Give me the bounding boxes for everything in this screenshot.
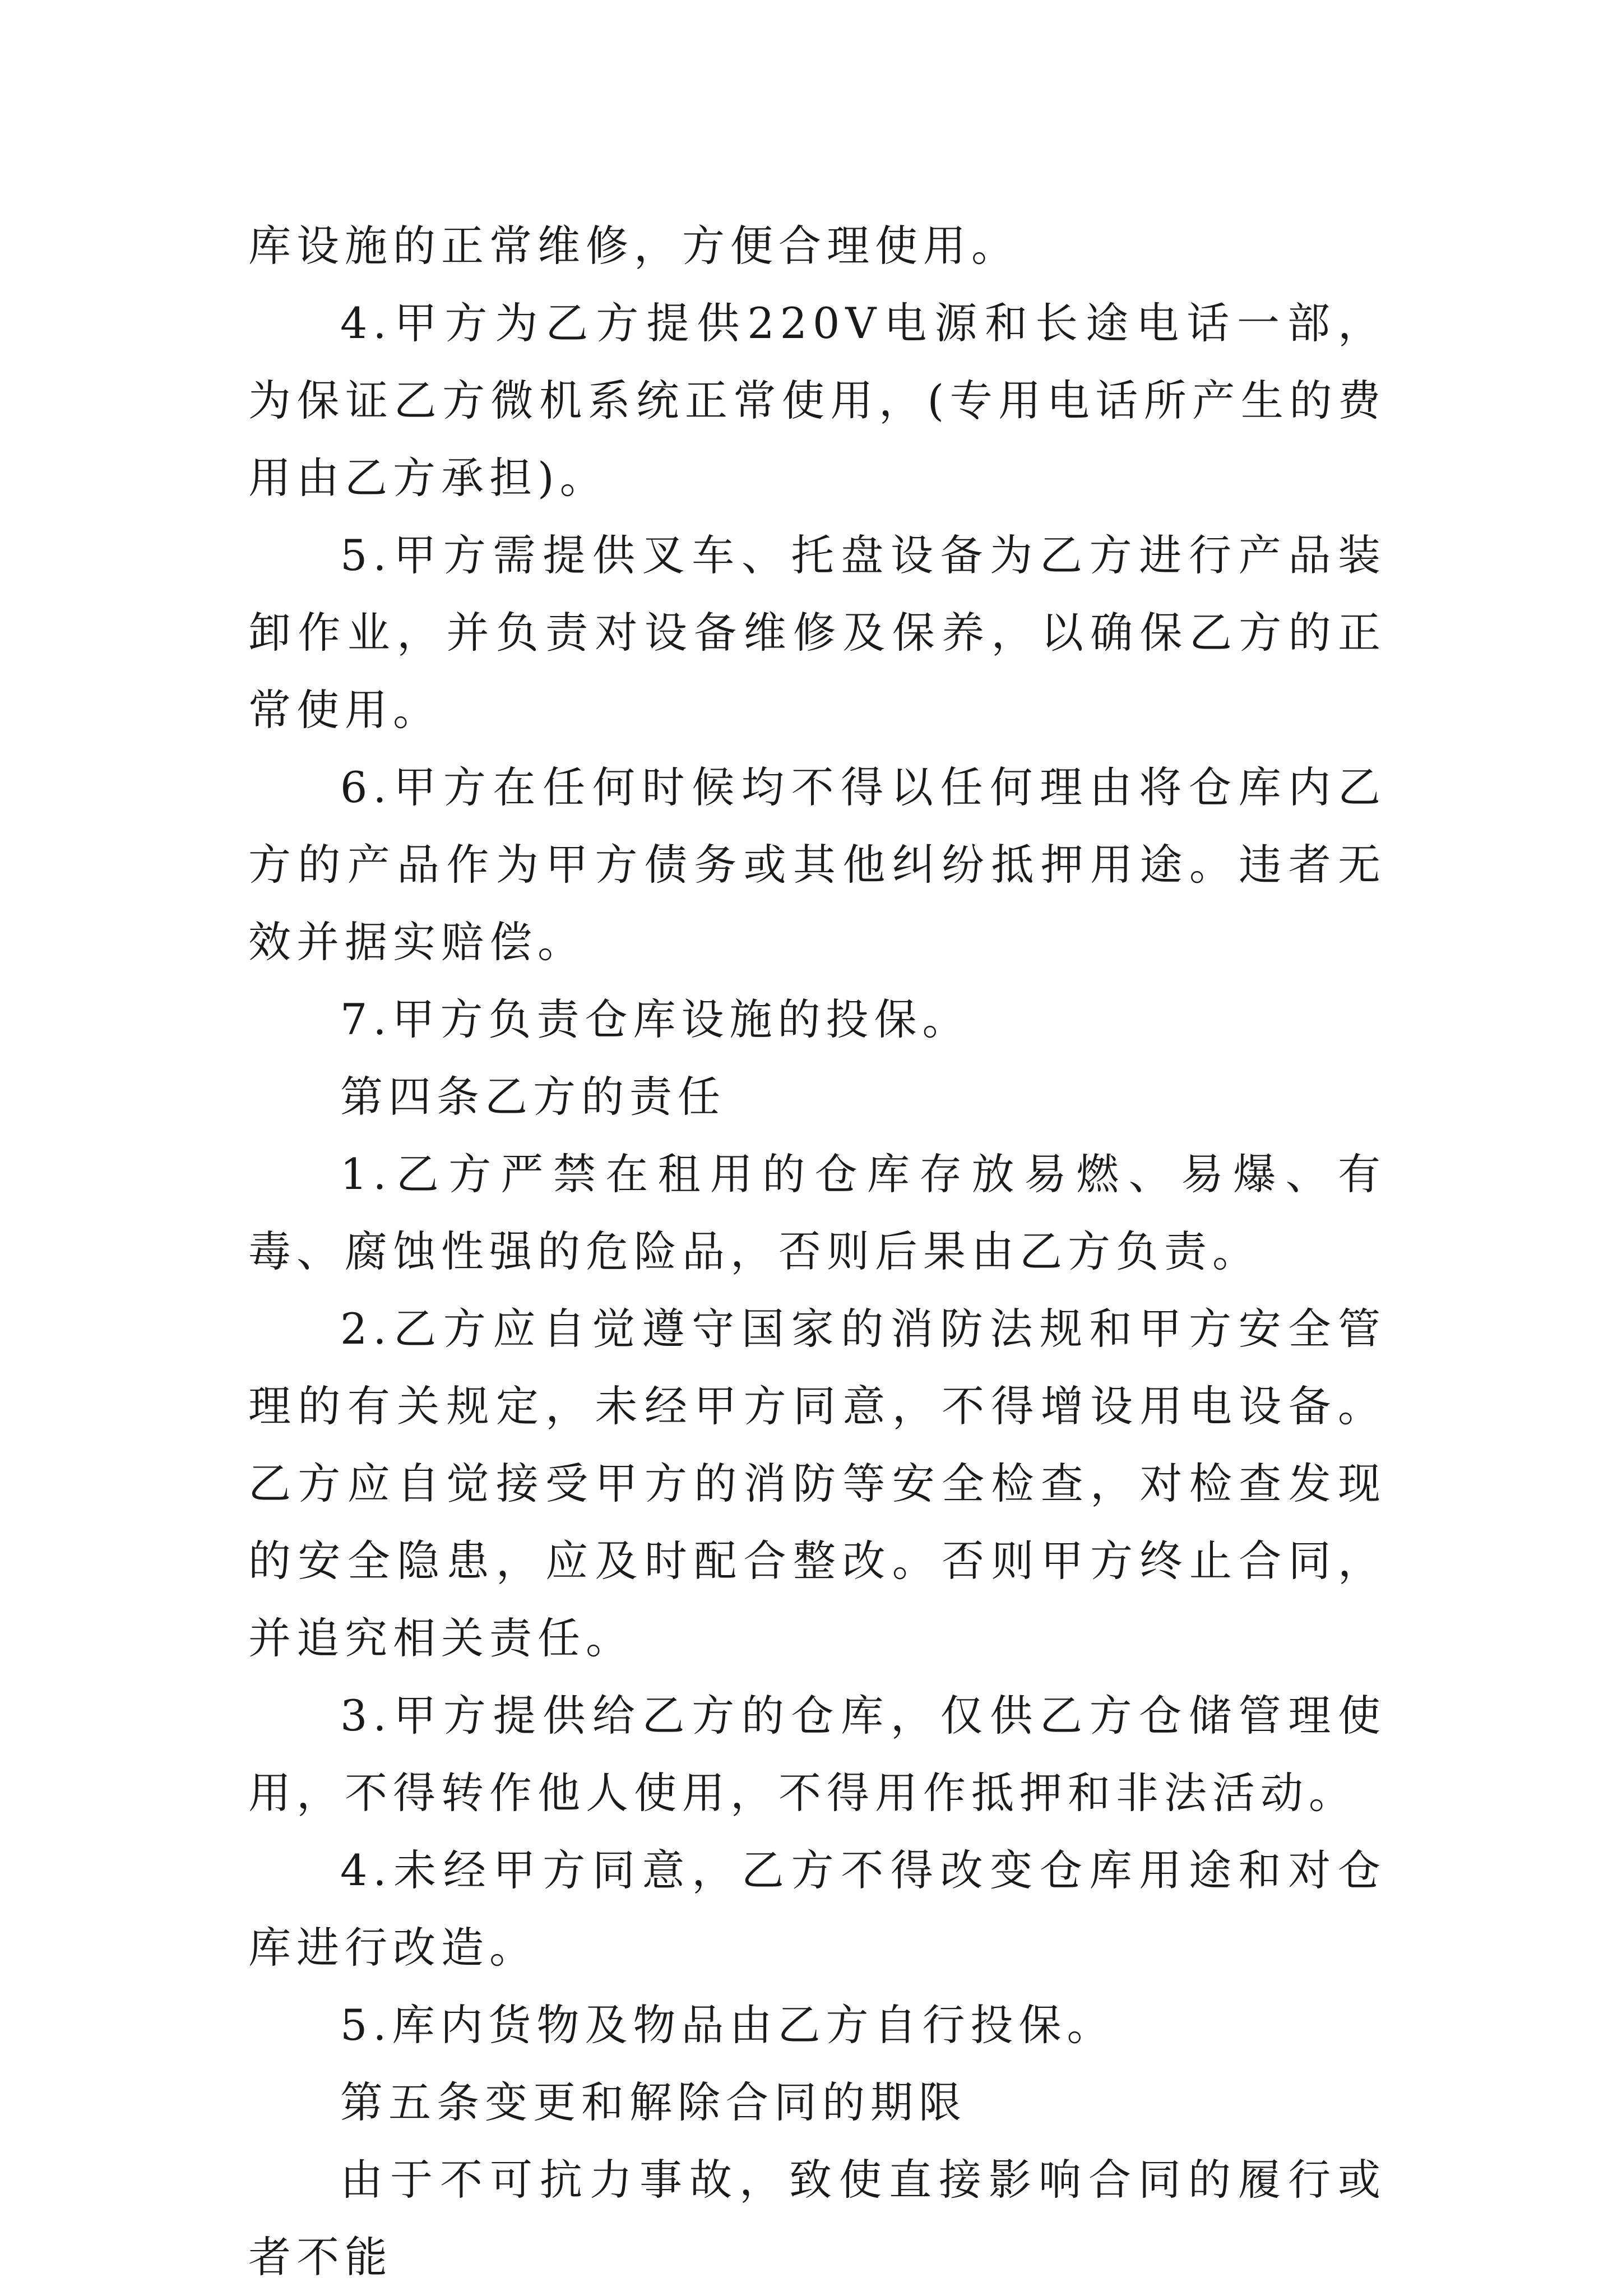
document-body bbox=[248, 207, 1386, 2296]
paragraph-item-2-fire-safety: 2.乙方应自觉遵守国家的消防法规和甲方安全管理的有关规定，未经甲方同意，不得增设用电设备。乙方应自觉接受甲方的消防等安全检查，对检查发现的安全隐患，应及时配合整改。否则甲方终止合同，并追究相关责任。 bbox=[248, 1304, 1386, 1663]
paragraph-force-majeure: 由于不可抗力事故，致使直接影响合同的履行或者不能 bbox=[248, 2155, 1386, 2282]
paragraph-item-7-insurance: 7.甲方负责仓库设施的投保。 bbox=[340, 994, 971, 1044]
paragraph-item-6-no-mortgage: 6.甲方在任何时候均不得以任何理由将仓库内乙方的产品作为甲方债务或其他纠纷抵押用途。违者无效并据实赔偿。 bbox=[248, 762, 1386, 967]
paragraph-continuation: 库设施的正常维修，方便合理使用。 bbox=[248, 221, 1019, 271]
paragraph-item-5-forklift: 5.甲方需提供叉车、托盘设备为乙方进行产品装卸作业，并负责对设备维修及保养，以确保乙方的正常使用。 bbox=[248, 530, 1386, 735]
paragraph-item-5-goods-insurance: 5.库内货物及物品由乙方自行投保。 bbox=[340, 2000, 1115, 2050]
paragraph-item-1-dangerous-goods: 1.乙方严禁在租用的仓库存放易燃、易爆、有毒、腐蚀性强的危险品，否则后果由乙方负责。 bbox=[248, 1149, 1386, 1276]
paragraph-item-4-no-alteration: 4.未经甲方同意，乙方不得改变仓库用途和对仓库进行改造。 bbox=[248, 1845, 1386, 1973]
paragraph-item-3-warehouse-use: 3.甲方提供给乙方的仓库，仅供乙方仓储管理使用，不得转作他人使用，不得用作抵押和非法活动。 bbox=[248, 1691, 1386, 1818]
section-heading-article-5: 第五条变更和解除合同的期限 bbox=[340, 2077, 967, 2127]
paragraph-item-4-power-phone: 4.甲方为乙方提供220V电源和长途电话一部，为保证乙方微机系统正常使用，(专用电话所产生的费用由乙方承担)。 bbox=[248, 298, 1386, 503]
section-heading-article-4: 第四条乙方的责任 bbox=[340, 1072, 726, 1122]
